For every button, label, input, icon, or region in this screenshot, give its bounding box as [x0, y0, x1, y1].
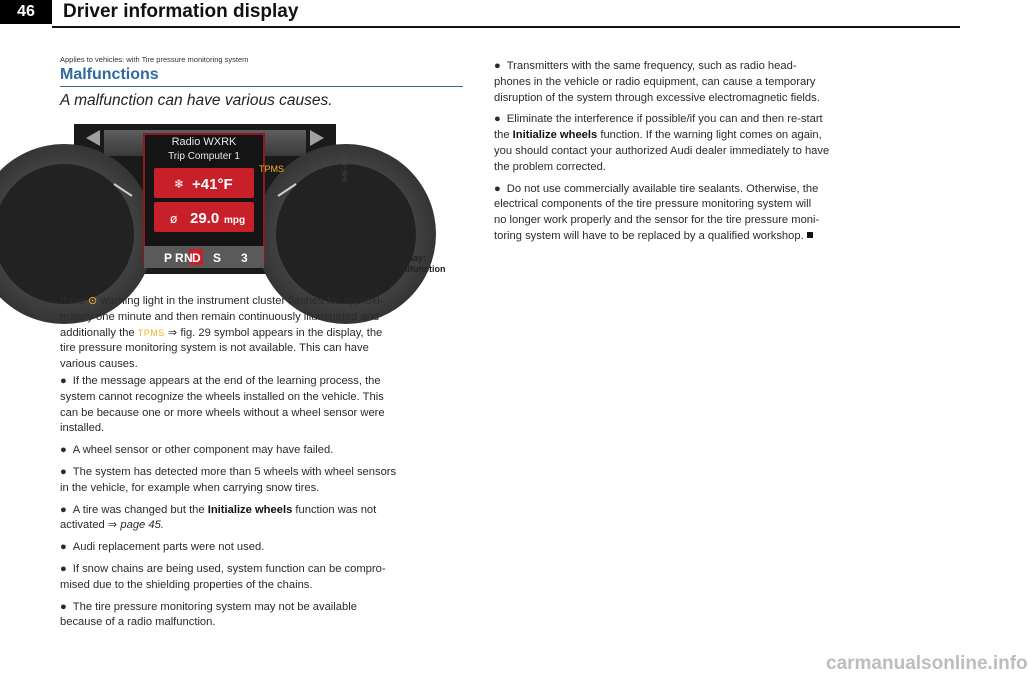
mpg-unit: mpg [224, 215, 246, 226]
watermark: carmanualsonline.info [826, 653, 1028, 674]
list-item: ● The system has detected more than 5 wheels with wheel sensors in the vehicle, for example when carrying snow tires. [60, 465, 397, 494]
gear-3: 3 [241, 251, 248, 265]
section-subtitle: A malfunction can have various causes. [60, 92, 333, 109]
end-of-section-mark [807, 232, 813, 238]
temp-value: +41°F [192, 176, 233, 193]
gear-s: S [213, 251, 222, 265]
right-bullet-list [494, 59, 904, 245]
snowflake-icon: ❄ [174, 177, 185, 191]
mpg-value: 29.0 [190, 210, 220, 227]
list-item: ● A wheel sensor or other component may have failed. [60, 444, 334, 457]
list-item: ● Eliminate the interference if possible/if you can and then re-start the Initialize wheels function. If the warning light comes on again, you should contact your authorized Audi dealer immediately to have the problem corrected. [494, 113, 830, 173]
intro-paragraph: If the ⊙ warning light in the instrument cluster flashes for approxi- mately one minute and then remain continuously illuminated and additionally the TPMS ⇒ fig. 29 symbol appears in the display, the tire pressure monitoring system is not available. This can have various causes. [60, 295, 384, 371]
page-header [0, 0, 960, 32]
caption-label: Fig. 29 Display: [360, 253, 427, 263]
figure-code [338, 124, 350, 184]
tpms-inline-symbol: TPMS [137, 327, 165, 338]
list-item: ● If snow chains are being used, system function can be compro- mised due to the shielding properties of the chains. [60, 562, 386, 591]
page-number: 46 [0, 0, 52, 24]
header-rule [52, 26, 960, 28]
gear-p: P [164, 251, 173, 265]
applies-note: Applies to vehicles: with Tire pressure monitoring system [60, 55, 249, 64]
tpms-label: TPMS [259, 164, 285, 174]
section-title: Malfunctions [60, 66, 159, 83]
display-figure [74, 124, 336, 274]
list-item: ● Do not use commercially available tire sealants. Otherwise, the electrical components of the tire pressure monitoring system will no longer work properly and the sensor for the tire pressure moni- toring system will have to be replaced by a qualified workshop. [494, 182, 820, 242]
average-icon: ø [170, 212, 178, 226]
left-bullet-list [60, 374, 465, 631]
trip-label: Trip Computer 1 [168, 151, 240, 162]
list-item: ● Transmitters with the same frequency, such as radio head- phones in the vehicle or radio equipment, can cause a temporary disruption of the system through excessive electromagnetic fields. [494, 60, 820, 104]
list-item: ● If the message appears at the end of the learning process, the system cannot recognize the wheels installed on the vehicle. This can be because one or more wheels without a wheel sensor were installed. [60, 375, 385, 435]
gear-n: N [184, 251, 193, 265]
list-item: ● A tire was changed but the Initialize wheels function was not activated ⇒ page 45. [60, 503, 377, 532]
figure-caption [360, 253, 446, 275]
gear-r: R [175, 251, 184, 265]
tpms-warning-icon: ⊙ [88, 295, 98, 307]
gear-d: D [192, 251, 201, 265]
caption-text: System malfunction [360, 264, 446, 274]
radio-label: Radio WXRK [171, 136, 237, 148]
chapter-title: Driver information display [63, 1, 299, 22]
svg-text:B4E-1227: B4E-1227 [342, 150, 349, 182]
list-item: ● The tire pressure monitoring system may not be available because of a radio malfunction. [60, 600, 357, 629]
section-rule [60, 86, 463, 87]
page-reference-link[interactable]: page 45. [120, 519, 164, 532]
list-item: ● Audi replacement parts were not used. [60, 541, 265, 554]
